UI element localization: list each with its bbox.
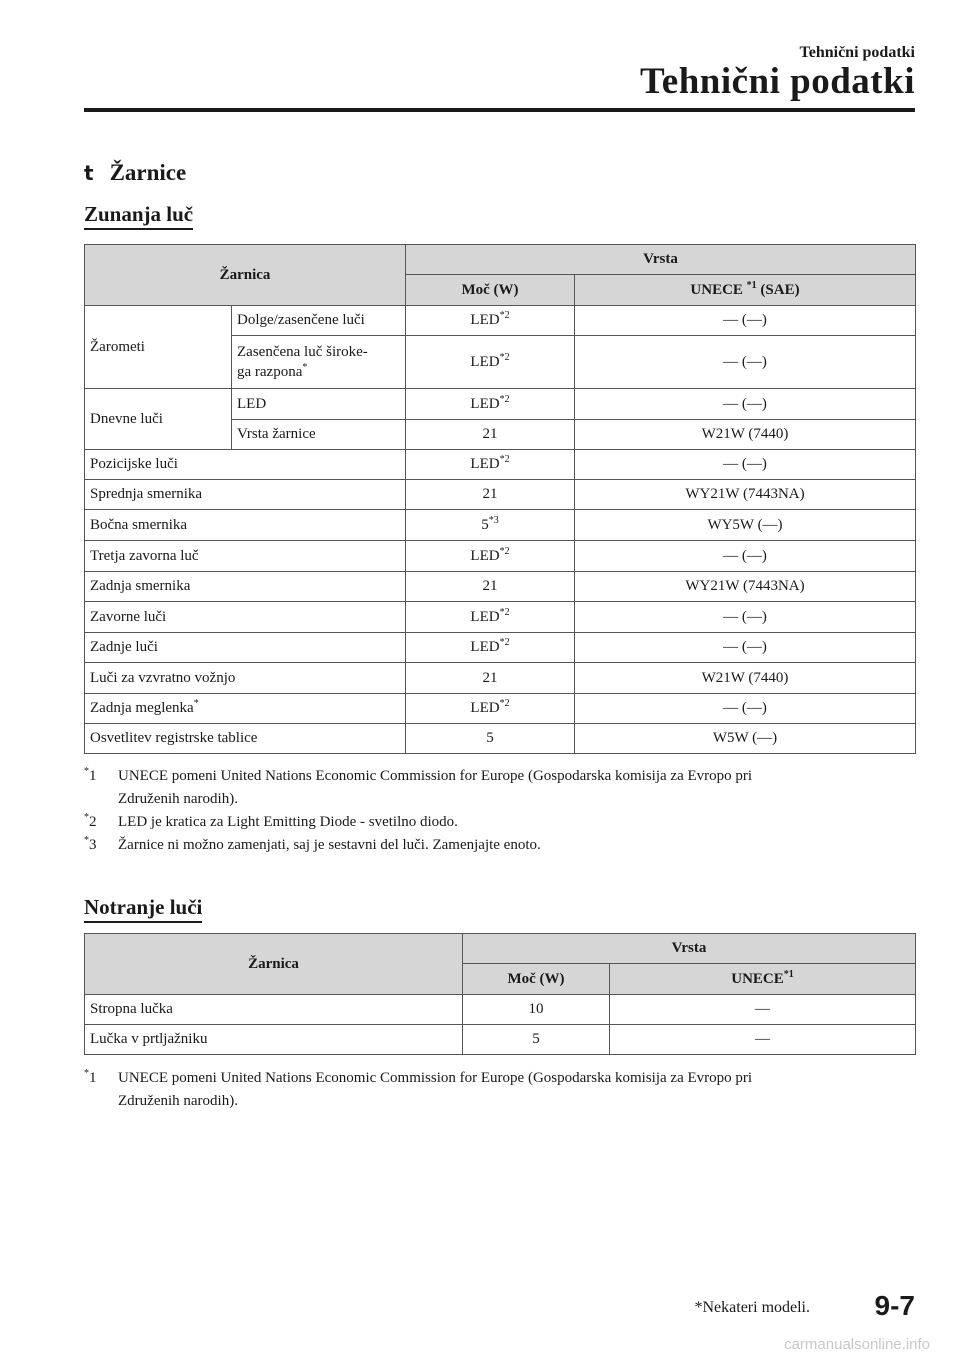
- section-title-text: Žarnice: [109, 160, 187, 185]
- row-label: Stropna lučka: [85, 995, 463, 1025]
- row-power: 10: [463, 995, 610, 1025]
- exterior-lights-table: [84, 244, 916, 754]
- page-number: 9-7: [874, 1290, 915, 1321]
- header-divider: [84, 108, 915, 112]
- row-power: 5$^{*3}$: [406, 510, 575, 541]
- interior-footnotes: [84, 1067, 915, 1113]
- header-bulb: Žarnica: [85, 245, 406, 306]
- row-label: Zadnja meglenka*: [85, 694, 406, 724]
- row-power: 5: [406, 724, 575, 754]
- footnote: *2 LED je kratica za Light Emitting Diode - svetilno diodo.: [84, 812, 458, 830]
- row-power: 21: [406, 420, 575, 450]
- table-row: [85, 480, 916, 510]
- row-power: LED$^{*2}$: [406, 541, 575, 572]
- footnote: *1 UNECE pomeni United Nations Economic Commission for Europe (Gospodarska komisija za Evropo pri Združenih narodih).: [84, 766, 753, 807]
- row-unece: — (—): [575, 450, 916, 480]
- row-unece: — (—): [575, 306, 916, 336]
- interior-lights-table: [84, 933, 916, 1055]
- row-label: Sprednja smernika: [85, 480, 406, 510]
- row-unece: —: [610, 995, 916, 1025]
- exterior-footnotes: [84, 765, 915, 857]
- row-unece: WY5W (—): [575, 510, 916, 541]
- table-row: [85, 724, 916, 754]
- table-row: [85, 694, 916, 724]
- row-unece: — (—): [575, 336, 916, 389]
- row-group-label: Žarometi: [85, 306, 232, 389]
- table-row: [85, 1025, 916, 1055]
- row-label: Pozicijske luči: [85, 450, 406, 480]
- header-unece: UNECE $^{*1}$ (SAE): [575, 275, 916, 306]
- header-unece: UNECE$^{*1}$: [610, 964, 916, 995]
- row-label: Tretja zavorna luč: [85, 541, 406, 572]
- row-label: Osvetlitev registrske tablice: [85, 724, 406, 754]
- row-label: Zadnje luči: [85, 633, 406, 663]
- row-label: LED: [232, 389, 406, 420]
- table-row: [85, 663, 916, 694]
- row-power: LED$^{*2}$: [406, 450, 575, 480]
- interior-lights-heading: Notranje luči: [84, 895, 202, 923]
- row-unece: WY21W (7443NA): [575, 572, 916, 602]
- table-row: [85, 450, 916, 480]
- row-power: 21: [406, 572, 575, 602]
- table-row: [85, 602, 916, 633]
- row-label: Dolge/zasenčene luči: [232, 306, 406, 336]
- running-header: Tehnični podatki: [799, 44, 915, 61]
- row-power: LED$^{*2}$: [406, 694, 575, 724]
- row-label: Zavorne luči: [85, 602, 406, 633]
- row-unece: — (—): [575, 541, 916, 572]
- row-unece: W21W (7440): [575, 663, 916, 694]
- header-bulb: Žarnica: [85, 934, 463, 995]
- table-row: [85, 510, 916, 541]
- table-row: [85, 306, 916, 336]
- row-label: Vrsta žarnice: [232, 420, 406, 450]
- header-type: Vrsta: [463, 934, 916, 964]
- row-power: LED$^{*2}$: [406, 336, 575, 389]
- row-label: Zadnja smernika: [85, 572, 406, 602]
- exterior-lights-heading: Zunanja luč: [84, 202, 193, 230]
- row-power: LED$^{*2}$: [406, 389, 575, 420]
- row-label: Luči za vzvratno vožnjo: [85, 663, 406, 694]
- row-label: Zasenčena luč široke- ga razpona*: [232, 336, 406, 389]
- row-power: 21: [406, 480, 575, 510]
- table-row: [85, 995, 916, 1025]
- row-unece: W21W (7440): [575, 420, 916, 450]
- row-label: Lučka v prtljažniku: [85, 1025, 463, 1055]
- table-row: [85, 572, 916, 602]
- table-row: [85, 541, 916, 572]
- row-unece: — (—): [575, 389, 916, 420]
- footnote: *1 UNECE pomeni United Nations Economic Commission for Europe (Gospodarska komisija za Evropo pri Združenih narodih).: [84, 1068, 753, 1109]
- row-unece: — (—): [575, 602, 916, 633]
- row-power: 21: [406, 663, 575, 694]
- row-unece: W5W (—): [575, 724, 916, 754]
- row-group-label: Dnevne luči: [85, 389, 232, 450]
- footnote: *3 Žarnice ni možno zamenjati, saj je sestavni del luči. Zamenjajte enoto.: [84, 835, 541, 853]
- header-power: Moč (W): [463, 964, 610, 995]
- header-type: Vrsta: [406, 245, 916, 275]
- chapter-title: Tehnični podatki: [639, 61, 915, 102]
- table-row: [85, 633, 916, 663]
- row-unece: WY21W (7443NA): [575, 480, 916, 510]
- header-power: Moč (W): [406, 275, 575, 306]
- section-title: [84, 160, 186, 186]
- row-unece: — (—): [575, 633, 916, 663]
- row-power: 5: [463, 1025, 610, 1055]
- watermark: carmanualsonline.info: [784, 1336, 930, 1353]
- section-marker-icon: t: [84, 161, 94, 185]
- table-row: [85, 389, 916, 420]
- row-unece: —: [610, 1025, 916, 1055]
- row-power: LED$^{*2}$: [406, 633, 575, 663]
- row-power: LED$^{*2}$: [406, 306, 575, 336]
- row-label: Bočna smernika: [85, 510, 406, 541]
- row-unece: — (—): [575, 694, 916, 724]
- footer-note: *Nekateri modeli.: [694, 1299, 810, 1316]
- row-power: LED$^{*2}$: [406, 602, 575, 633]
